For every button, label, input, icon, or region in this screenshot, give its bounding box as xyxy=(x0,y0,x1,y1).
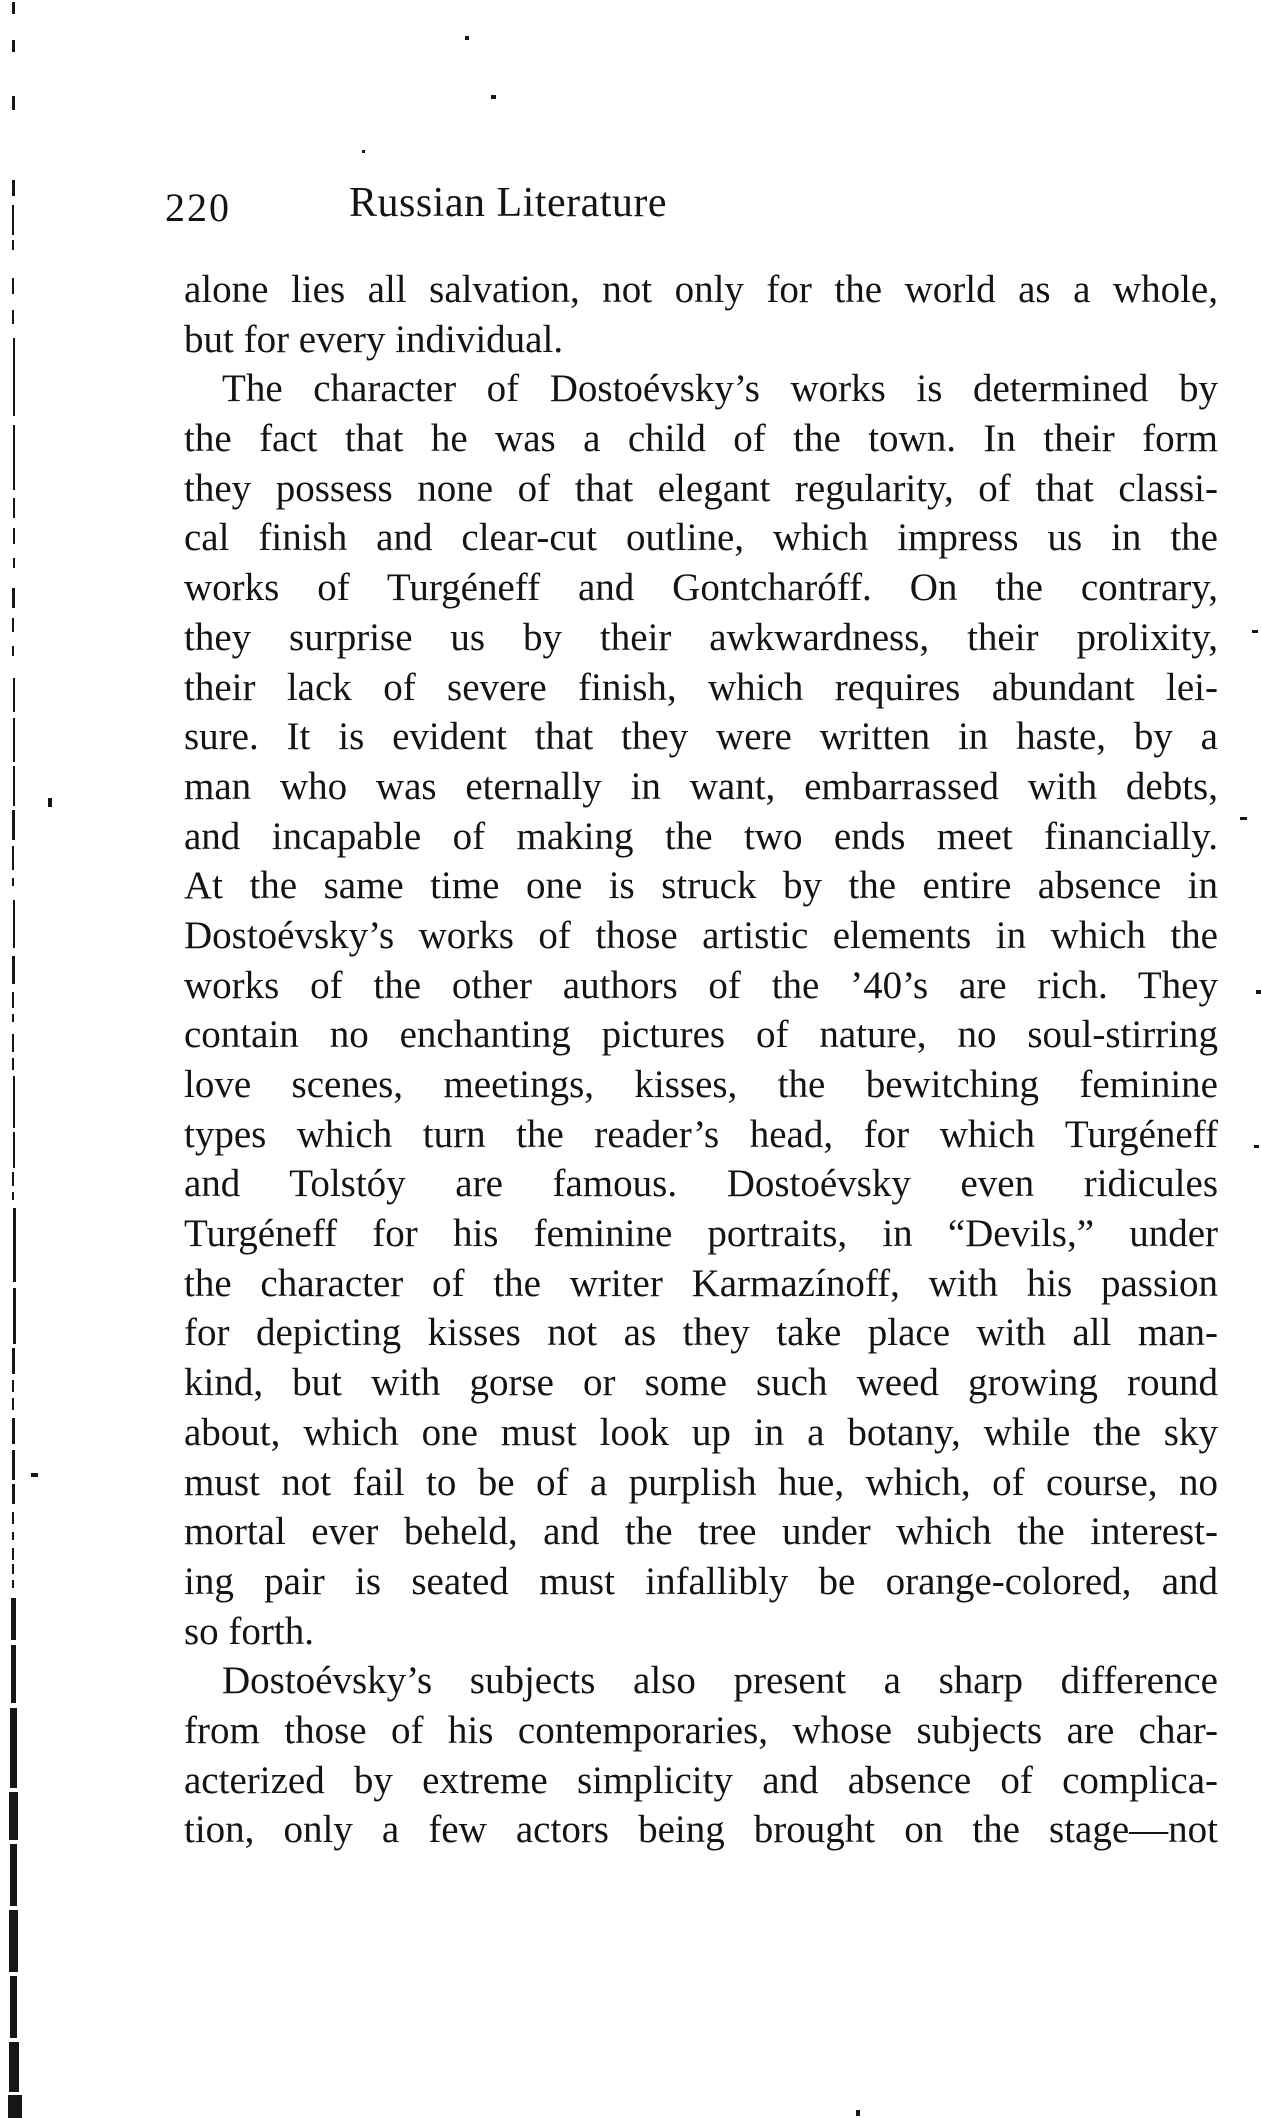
text-line: cal finish and clear-cut outline, which impress us in the xyxy=(184,516,1218,560)
text-line: tion, only a few actors being brought on the stage—not xyxy=(184,1808,1218,1852)
text-line: alone lies all salvation, not only for the world as a whole, xyxy=(184,268,1218,311)
text-line: man who was eternally in want, embarrassed with debts, xyxy=(184,764,1218,808)
text-line: so forth. xyxy=(184,1609,314,1653)
text-line: Turgéneff for his feminine portraits, in “Devils,” under xyxy=(184,1212,1218,1256)
text-line: they surprise us by their awkwardness, their prolixity, xyxy=(184,615,1218,659)
text-line: kind, but with gorse or some such weed growing round xyxy=(184,1361,1218,1405)
text-line: Dostoévsky’s works of those artistic elements in which the xyxy=(184,913,1218,957)
text-line: and Tolstóy are famous. Dostoévsky even ridicules xyxy=(184,1162,1218,1206)
text-line: acterized by extreme simplicity and absence of complica- xyxy=(184,1758,1218,1802)
text-line: types which turn the reader’s head, for which Turgéneff xyxy=(184,1112,1218,1156)
text-line: the character of the writer Karmazínoff, with his passion xyxy=(184,1261,1218,1305)
text-line: love scenes, meetings, kisses, the bewitching feminine xyxy=(184,1063,1218,1106)
text-line: they possess none of that elegant regularity, of that classi- xyxy=(184,466,1218,510)
text-line: works of Turgéneff and Gontcharóff. On the contrary, xyxy=(184,566,1218,610)
text-line: works of the other authors of the ’40’s are rich. They xyxy=(184,963,1218,1007)
page-title: Russian Literature xyxy=(348,180,668,226)
text-line: the fact that he was a child of the town. In their form xyxy=(184,417,1218,461)
text-line: The character of Dostoévsky’s works is determined by xyxy=(222,367,1218,411)
text-line: must not fail to be of a purplish hue, which, of course, no xyxy=(184,1460,1218,1504)
text-line: and incapable of making the two ends meet financially. xyxy=(184,814,1218,858)
text-line: ing pair is seated must infallibly be orange-colored, and xyxy=(184,1559,1218,1603)
text-line: At the same time one is struck by the entire absence in xyxy=(184,864,1218,908)
body-text xyxy=(184,265,1218,1855)
text-line: but for every individual. xyxy=(184,317,564,361)
text-line: mortal ever beheld, and the tree under which the interest- xyxy=(184,1510,1218,1554)
text-line: contain no enchanting pictures of nature, no soul-stirring xyxy=(184,1013,1218,1057)
text-line: from those of his contemporaries, whose subjects are char- xyxy=(184,1708,1218,1752)
text-line: for depicting kisses not as they take place with all man- xyxy=(184,1311,1218,1355)
text-line: Dostoévsky’s subjects also present a sharp difference xyxy=(222,1659,1218,1703)
text-line: sure. It is evident that they were written in haste, by a xyxy=(184,715,1218,759)
text-line: about, which one must look up in a botany, while the sky xyxy=(184,1410,1218,1454)
text-line: their lack of severe finish, which requires abundant lei- xyxy=(184,665,1218,709)
page-number: 220 xyxy=(165,185,231,230)
